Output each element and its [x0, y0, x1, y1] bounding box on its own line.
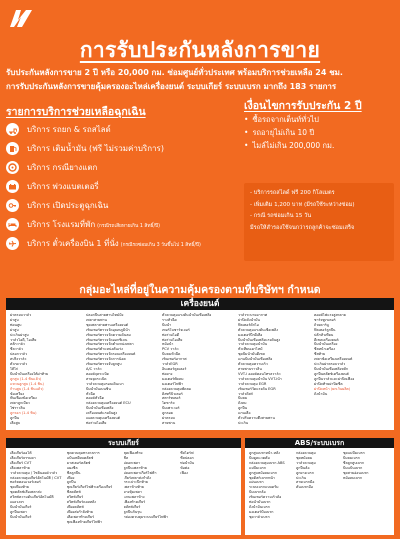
part-item: เซ็นเซอร์ตรวจวัดออกซิเจน: [86, 337, 128, 342]
battery-icon: [6, 180, 19, 193]
service-item: [6, 196, 224, 215]
part-item: ชุดเฟืองท้าย: [123, 451, 143, 455]
part-item: กล่องควบคุมเบรก ABS: [249, 460, 285, 465]
part-item: เซ็นเซอร์ตรวจวัดรอบเครื่องยนต์: [86, 352, 136, 357]
part-item: ปั๊มลมเบรก: [343, 455, 360, 460]
part-item: ตัวควบคุมแรงดันน้ำมันเชื้อเพลิง: [162, 313, 212, 317]
key-icon: [6, 199, 19, 212]
part-item: ท่อนสูบ: [10, 322, 22, 327]
part-item: ลูกปืนเพลาท้าย: [123, 465, 147, 470]
part-item: ชุดคลัตช์เสื้อเพลาส่ง: [10, 490, 42, 495]
intro-line: การรับประกันหลังการขายคุ้มครองอะไหล่เครื่องยนต์ ระบบเกียร์ ระบบเบรก มากถึง 183 รายการ: [6, 82, 337, 91]
part-item: เฟืองส่งกำลังท้าย: [66, 509, 94, 514]
part-item: ถังลม: [238, 401, 247, 406]
part-item: ซีลท้าย: [314, 352, 326, 357]
part-item: ซีลลูกปืน: [66, 470, 81, 475]
part-item: ปลอกเพลา: [123, 460, 141, 465]
part-item: เซ็นเซอร์ตรวจวัดความดันลม: [86, 332, 131, 337]
part-item: เครื่องยนต์แรงดันสูง: [86, 411, 118, 416]
part-item: กล่องควบคุมเครื่องยนต์ ECU: [86, 401, 131, 406]
part-item: ชุดเฟืองท้าย: [10, 485, 29, 490]
part-item: สายเบรกมือ: [296, 480, 315, 485]
part-item: สตาร์ทเตอร์: [162, 396, 181, 401]
part-item: เซ็นเซอร์ตรวจวัดตำแหน่งเพลา: [86, 342, 134, 347]
part-item: ลูกปืนเพลา: [10, 509, 27, 514]
service-label: บริการ โรงแรมที่พัก: [27, 220, 96, 229]
part-item: ท่อร่วมไอเสีย: [162, 337, 183, 342]
group-title: กลุ่มอะไหล่ที่อยู่ในความคุ้มครองตามที่บริษัทฯ กำหนด: [79, 284, 321, 296]
conditions-list: [244, 113, 394, 152]
conditions-heading: เงื่อนไขการรับประกัน 2 ปี: [244, 100, 362, 112]
part-item: ปั๊มน้ำมันเครื่องใต้ฝาท้าย: [10, 371, 49, 376]
part-item: ปลอกเพลาเกียร์ไฟฟ้า: [123, 470, 157, 475]
part-item: คอยล์หัวฉีด: [86, 396, 105, 401]
part-item: แผงวงจร: [10, 500, 24, 505]
service-label: บริการ ตั๋วเครื่องบิน 1 ที่นั่ง: [27, 239, 119, 248]
transmission-column: [10, 451, 67, 525]
part-item: มอเตอร์ปีกผีเสื้อ: [238, 332, 263, 337]
part-item: เซ็นเซอร์ความเร็วล้อ: [249, 495, 282, 500]
service-item: [6, 215, 224, 234]
transmission-column: [180, 451, 237, 525]
part-item: ท่อร่วมไอเสีย: [86, 420, 107, 425]
intro-text: [6, 66, 396, 94]
engine-column: [162, 313, 238, 426]
part-item: เสื้อเพลาท้าย: [10, 465, 30, 470]
fuel-icon: [6, 142, 19, 155]
part-item: ดีเซลเครื่องยนต์: [314, 337, 339, 342]
part-item: วาล์วระบายอากาศ: [238, 313, 268, 317]
part-item: ปั๊มลม: [238, 396, 248, 401]
brakes-column: [249, 451, 296, 520]
part-item: ลูกสูบ (1-4 ชิ้นแล้ว): [10, 376, 42, 381]
part-item: วาล์วควบคุม: [296, 460, 316, 465]
extra-item: - กรณี รถซ่อมเกิน 15 วัน: [250, 213, 312, 219]
part-item: ปะเก็น: [296, 475, 307, 480]
part-item: เกียร์เพลาส่งกำลัง: [123, 475, 151, 480]
service-item: [6, 139, 224, 158]
bullet-icon: •: [244, 128, 249, 137]
part-item: ลูกปืนคลัตช์เครื่องยนต์: [314, 371, 349, 376]
part-item: ชุดแม่ปั๊มเบรก: [343, 451, 365, 455]
part-item: อินเตอร์คูลเลอร์: [162, 366, 187, 371]
service-label: บริการ เปิดประตูฉุกเฉิน: [27, 201, 109, 210]
extras-box: [244, 183, 394, 261]
part-item: เพลาข้างท้าย: [123, 485, 145, 490]
part-item: ตัวปรับความตึงสายพาน: [238, 416, 275, 421]
part-item: ซีลวาล์ว: [10, 347, 23, 352]
part-item: ชุดปั๊มน้ำมันดีเซล: [238, 352, 265, 357]
part-item: แม่ปั๊มเบรก: [249, 465, 266, 470]
service-label: บริการ รถยก & รถสไลด์: [27, 125, 111, 134]
part-item: สวิตช์เกียร์: [66, 495, 84, 500]
part-item: ข้อต่อ: [180, 465, 190, 470]
part-item: ปั๊มน้ำมันเบนซิน: [86, 386, 111, 391]
part-item: ปั๊มน้ำมันเกียร์: [10, 514, 32, 519]
brand-logo-icon: [8, 8, 34, 28]
engine-column: [314, 313, 390, 426]
part-item: ไส้ไก่: [10, 366, 18, 371]
page-title: การรับประกันหลังการขาย: [79, 38, 321, 62]
part-item: เพลาสายพาน: [86, 317, 107, 322]
brakes-heading: ABS/ระบบเบรก: [245, 438, 394, 448]
part-item: วาล์วควบคุม / โซลินอยด์วาล์ว: [10, 470, 58, 475]
services-heading: รายการบริการช่วยเหลือฉุกเฉิน: [6, 106, 146, 118]
part-item: แผงควบคุมเครื่องยนต์: [86, 416, 121, 421]
part-item: เซ็นเซอร์วัดแรงดัน EGR: [238, 386, 276, 391]
part-item: ทอร์คคอนเวอร์เตอร์: [10, 480, 41, 485]
part-item: ปั๊มน้ำ: [162, 322, 172, 327]
extra-item: - เพิ่มเติม 1,200 บาท (มีรถใช้ระหว่างซ่อม): [250, 201, 355, 208]
part-item: ลูกสูบเบรกหน้า-หลัง: [249, 451, 280, 455]
part-item: ถังน้ำมัน: [314, 391, 328, 396]
part-item: แป้นเหยียบคลัตช์: [66, 455, 94, 460]
part-item: สลักวาล์ว: [10, 342, 25, 347]
part-item: เฟืองท้ายเกียร์: [123, 500, 146, 505]
part-item: แผงซีล: [66, 465, 78, 470]
part-item: สวิตช์ความดันเกียร์อัตโนมัติ: [10, 495, 54, 500]
transmission-parts: [6, 448, 241, 525]
part-item: เทอร์โบชาร์จเจอร์: [162, 327, 190, 332]
condition-label: รถอายุไม่เกิน 10 ปี: [252, 127, 315, 137]
part-item: มอเตอร์พัดลม: [162, 376, 184, 381]
part-item: วาล์วดิสก์: [238, 391, 253, 396]
part-item: คลัตช์เกียร์: [123, 504, 141, 509]
part-item: ยางหุ้มเพลา: [123, 490, 142, 495]
part-item: หม้อน้ำ: [162, 342, 174, 347]
part-item: PCV วาล์ว: [162, 347, 179, 352]
part-item: ชุดควบคุมทางกลการ: [66, 451, 100, 455]
part-item: ฝาปิดท้ายฝาปิดซีล: [314, 381, 343, 386]
plane-icon: [6, 237, 19, 250]
part-item: แกนปั๊มน้ำมันเชื้อเพลิง: [238, 357, 273, 362]
extra-item: มีรถให้สำรองใช้จนกว่ารถลูกค้าจะซ่อมเสร็จ: [250, 224, 355, 231]
part-item: แผ่นเบรก: [249, 480, 264, 485]
part-item: ปั๊มดูดแวคคั่ม: [249, 455, 270, 460]
part-item: สายพาน: [162, 420, 176, 425]
part-item: กล่องควบคุม: [296, 451, 316, 455]
transmission-column: [124, 451, 181, 525]
part-item: รางหัวฉีด: [162, 317, 177, 322]
part-item: มาสเตอร์คลัตช์: [66, 460, 91, 465]
part-item: คอยล์จุดระเบิด: [86, 371, 110, 376]
part-item: แหวนลูกสูบ (1-4 ชิ้น): [10, 381, 44, 386]
bullet-icon: •: [244, 115, 249, 124]
part-item: ปั๊มน้ำมันเครื่อง: [314, 342, 338, 347]
part-item: เซ็นเซอร์ตรวจวัดการน็อค: [86, 357, 126, 362]
service-note: (กรณีรถเสียหายเกิน 1 สิทธิ์/ปี): [97, 224, 160, 229]
part-item: ตัวควบคุมแรงดันเชื้อเพลิง: [238, 327, 278, 332]
service-label: บริการ กรณียางแตก: [27, 163, 98, 172]
part-item: โซ่ราวลิ้น: [10, 406, 25, 411]
part-item: หัวเทียนเผาไหม้: [238, 347, 263, 352]
intro-line: รับประกันหลังการขาย 2 ปี หรือ 20,000 กม. ซ่อมศูนย์ทั่วประเทศ พร้อมบริการช่วยเหลือ 24 ชม.: [6, 68, 343, 77]
part-item: สวิตช์เกียร์ถอยหลัง: [66, 500, 96, 505]
part-item: สายจุดระเบิด: [86, 376, 107, 381]
condition-item: [244, 126, 394, 139]
part-item: ฟันเฟืองข้อเหวี่ยง: [10, 396, 37, 401]
part-item: กล่องควบคุมเกียร์อัตโนมัติ / CVT: [10, 475, 62, 480]
part-item: ฟิลเตอร์ดักไอ: [238, 322, 259, 327]
part-item: เฟือง: [180, 470, 188, 475]
part-item: ปั๊มเบรกล้อ: [249, 490, 266, 495]
brakes-column: [296, 451, 343, 520]
part-item: ลูกปืน: [66, 480, 76, 485]
part-item: ตัวควบคุมความเร็ว: [238, 362, 268, 367]
part-item: ปลอกวาล์ว: [10, 352, 28, 357]
part-item: แกนเพลาข้าง: [123, 495, 145, 500]
part-item: ลูกลอย: [162, 411, 173, 416]
part-item: ปลั๊กหัวเทียน: [314, 332, 334, 337]
engine-parts: [6, 310, 394, 426]
part-item: ชุดหม้อลม: [296, 455, 313, 460]
part-item: แกนเสื้อ: [238, 411, 251, 416]
part-item: วาล์วEGR: [162, 362, 178, 367]
bullet-icon: •: [244, 141, 249, 150]
part-item: ฝาปิดหน้า (ยกเว้นผลิต): [314, 386, 351, 391]
extra-item: - บริการรถสไลด์ ฟรี 200 กิโลเมตร: [250, 190, 335, 196]
part-item: เซ็นเซอร์ตรวจวัดอุณหภูมิน้ำ: [86, 327, 130, 332]
part-item: ปั๊มน้ำมันเชื้อเพลิงแรงดันสูง: [238, 337, 281, 342]
part-item: วาล์วไอดี, ไอเสีย: [10, 337, 37, 342]
part-item: วาล์วควบคุมน้ำมัน VVT-iน้ำ: [238, 376, 282, 381]
part-item: ปั๊มลมหัวฉีด: [162, 352, 181, 357]
part-item: กระเปาะปีกท้าย: [123, 480, 148, 485]
part-item: กล่องควบคุมพัดลม: [162, 386, 192, 391]
part-item: ท่อน้ำมัน: [180, 460, 195, 465]
service-item: [6, 234, 224, 253]
part-item: เสื้อเกียร์ธรรมดา: [10, 455, 36, 460]
condition-item: [244, 139, 394, 152]
part-item: ลูกปืน: [238, 406, 248, 411]
part-item: ไดชาร์จ: [162, 401, 175, 406]
condition-label: ไมล์ไม่เกิน 200,000 กม.: [252, 140, 335, 150]
part-item: เสื้อเกียร์ออโต้: [10, 451, 32, 455]
part-item: เพลาลูกเบี้ยว: [10, 401, 30, 406]
tire-icon: [6, 161, 19, 174]
part-item: VVT-i ออยล์คอนโทรลวาล์ว: [238, 371, 281, 376]
part-item: เสื้อเพลาท้ายเกียร์: [66, 514, 95, 519]
part-item: ถังน้ำมันเบรก: [249, 504, 270, 509]
part-item: ชุดเฟืองท้ายเกียร์ไฟฟ้า: [66, 519, 103, 524]
part-item: ตัวกดวาล์ว: [10, 362, 28, 367]
part-item: ปะเก็นฝาสูบ: [10, 332, 29, 337]
part-item: เซ็นเซอร์ตำแหน่งคันเร่ง: [86, 347, 123, 352]
part-item: ถ้วยคาร์บู: [314, 322, 329, 327]
service-note: (กรณีรถซ่อมเกิน 3 วันขึ้นไป 1 สิทธิ์/ปี): [120, 243, 201, 248]
part-item: ชุดเกียร์เกียร์ไฟฟ้าเครื่องเกียร์: [66, 485, 113, 490]
part-item: ฝาสูบ: [10, 327, 19, 332]
engine-column: [10, 313, 86, 426]
part-item: ดิสทริบิวเตอร์: [162, 391, 183, 396]
condition-label: ซื้อรถจากเต็นท์ทั่วไป: [252, 114, 319, 124]
part-item: ซีลลูกสูบเบรก: [343, 460, 365, 465]
service-label: บริการ พ่วงแบตเตอรี่: [27, 182, 99, 191]
part-item: เฟืองคลัตช์: [66, 504, 84, 509]
part-item: ชาร์จทูเรเตอร์: [314, 317, 336, 322]
part-item: คอยล์ไฟแรงสูงหลาย: [314, 313, 346, 317]
part-item: ก้านสูบ (1-4 ชิ้นแล้ว): [10, 386, 44, 391]
part-item: หัวฉีด: [86, 391, 96, 396]
part-item: วาล์วควบคุมน้ำมัน: [238, 342, 268, 347]
part-item: สปริงวาล์ว: [10, 357, 27, 362]
part-item: ซีลไดร์ฟ: [180, 451, 194, 455]
part-item: ฝาครอบวาล์ว: [10, 313, 32, 317]
part-item: ปั๊มน้ำมันเชื้อเพลิง: [86, 406, 114, 411]
part-item: เซ็นเซอร์อากาศ: [162, 357, 187, 362]
engine-panel: [6, 298, 394, 430]
part-item: เพลาข้อเหวี่ยงเครื่องยนต์: [314, 357, 353, 362]
part-item: ลูกยางเบรก: [296, 470, 314, 475]
part-item: ปั๊มแป้นเบรก: [343, 465, 363, 470]
part-item: ลูกปืนล้อ: [296, 465, 310, 470]
part-item: ลูกสูบหม้อลมเบรก: [249, 470, 277, 475]
part-item: ชุดวาล์วเบรก: [249, 514, 270, 519]
part-item: ลูกปืนกันรุน: [123, 509, 142, 514]
part-item: ปั๊มเพาเวอร์: [162, 406, 180, 411]
services-list: [6, 120, 224, 253]
part-item: ชุดดิสก์เบรกหน้า: [249, 475, 275, 480]
service-item: [6, 177, 224, 196]
part-item: ฝาครอบ: [162, 416, 175, 421]
brakes-panel: [245, 438, 394, 535]
part-item: ท่อร่วมไอดี: [162, 332, 180, 337]
part-item: ซีล: [123, 455, 129, 460]
part-item: หม้อลมเบรก: [343, 475, 363, 480]
part-item: ซีลปลอก: [180, 455, 194, 460]
part-item: ปั๊มน้ำมันเชื้อเพลิงหลัก: [314, 366, 349, 371]
part-item: มอเตอร์ไฟฟ้า: [162, 381, 184, 386]
part-item: เสื้อเกียร์ CVT: [10, 460, 32, 465]
condition-item: [244, 113, 394, 126]
transmission-panel: [6, 438, 241, 535]
service-label: บริการ เติมน้ำมัน (ฟรี ไม่รวมค่าบริการ): [27, 144, 164, 153]
part-item: เซ็นเซอร์ตรวจจับลูกสูบ: [86, 362, 122, 367]
part-item: ข้อเหวี่ยง: [10, 391, 25, 396]
part-item: มอเตอร์ปั๊มเบรก: [249, 509, 274, 514]
part-item: ลูกปืน: [10, 416, 20, 421]
part-item: ซีลคลัตช์: [66, 490, 81, 495]
part-item: เฟือง: [66, 475, 75, 480]
part-item: ฟิลเตอร์ลูกปืน: [314, 327, 336, 332]
tow-truck-icon: [6, 123, 19, 136]
engine-heading: เครื่องยนต์: [6, 298, 394, 310]
part-item: ฝาปิดถังน้ำมัน: [238, 317, 260, 322]
part-item: วาล์วควบคุมรอบเดินเบา: [86, 381, 124, 386]
part-item: สายพานราวลิ้น: [238, 366, 262, 371]
engine-column: [86, 313, 162, 426]
part-item: ท่อยาง: [162, 371, 173, 376]
part-item: ปะเก็น: [238, 420, 249, 425]
brakes-column: [343, 451, 390, 520]
part-item: วาล์วควบคุม EGR: [238, 381, 267, 386]
engine-column: [238, 313, 314, 426]
transmission-column: [67, 451, 124, 525]
part-item: คันเบรกมือ: [296, 485, 314, 490]
service-item: [6, 120, 224, 139]
part-item: ชุดเพลาสายพานเครื่องยนต์: [86, 322, 129, 327]
part-item: ระบบเบรกแบบดรัม: [249, 485, 279, 490]
part-item: เสื้อสูบ: [10, 420, 21, 425]
part-item: ชุดสายอ่อนเบรก: [343, 470, 369, 475]
transmission-heading: ระบบเกียร์: [6, 438, 241, 448]
part-item: ฝาสูบ: [10, 317, 19, 322]
part-item: ท่อน้ำมันเบรก: [249, 500, 271, 505]
part-item: ปะเก็นฝาครอบวาล์ว: [314, 362, 346, 367]
part-item: ปลอกปืนสายพานไทม์มิ่ง: [86, 313, 124, 317]
service-item: [6, 158, 224, 177]
part-item: ปั๊มน้ำมันเกียร์: [10, 504, 32, 509]
brakes-parts: [245, 448, 394, 520]
part-item: ลูกรอก (1-4 ชิ้น): [10, 411, 37, 416]
part-item: A/C วาล์ว: [86, 366, 102, 371]
part-item: ลูกปืนวาล์วและฝาปิดเฟือง: [314, 376, 355, 381]
part-item: กล่องควบคุมระบบเกียร์ไฟฟ้า: [123, 514, 169, 519]
bed-icon: [6, 218, 19, 231]
part-item: ซีลหน้าเครื่อง: [314, 347, 335, 352]
